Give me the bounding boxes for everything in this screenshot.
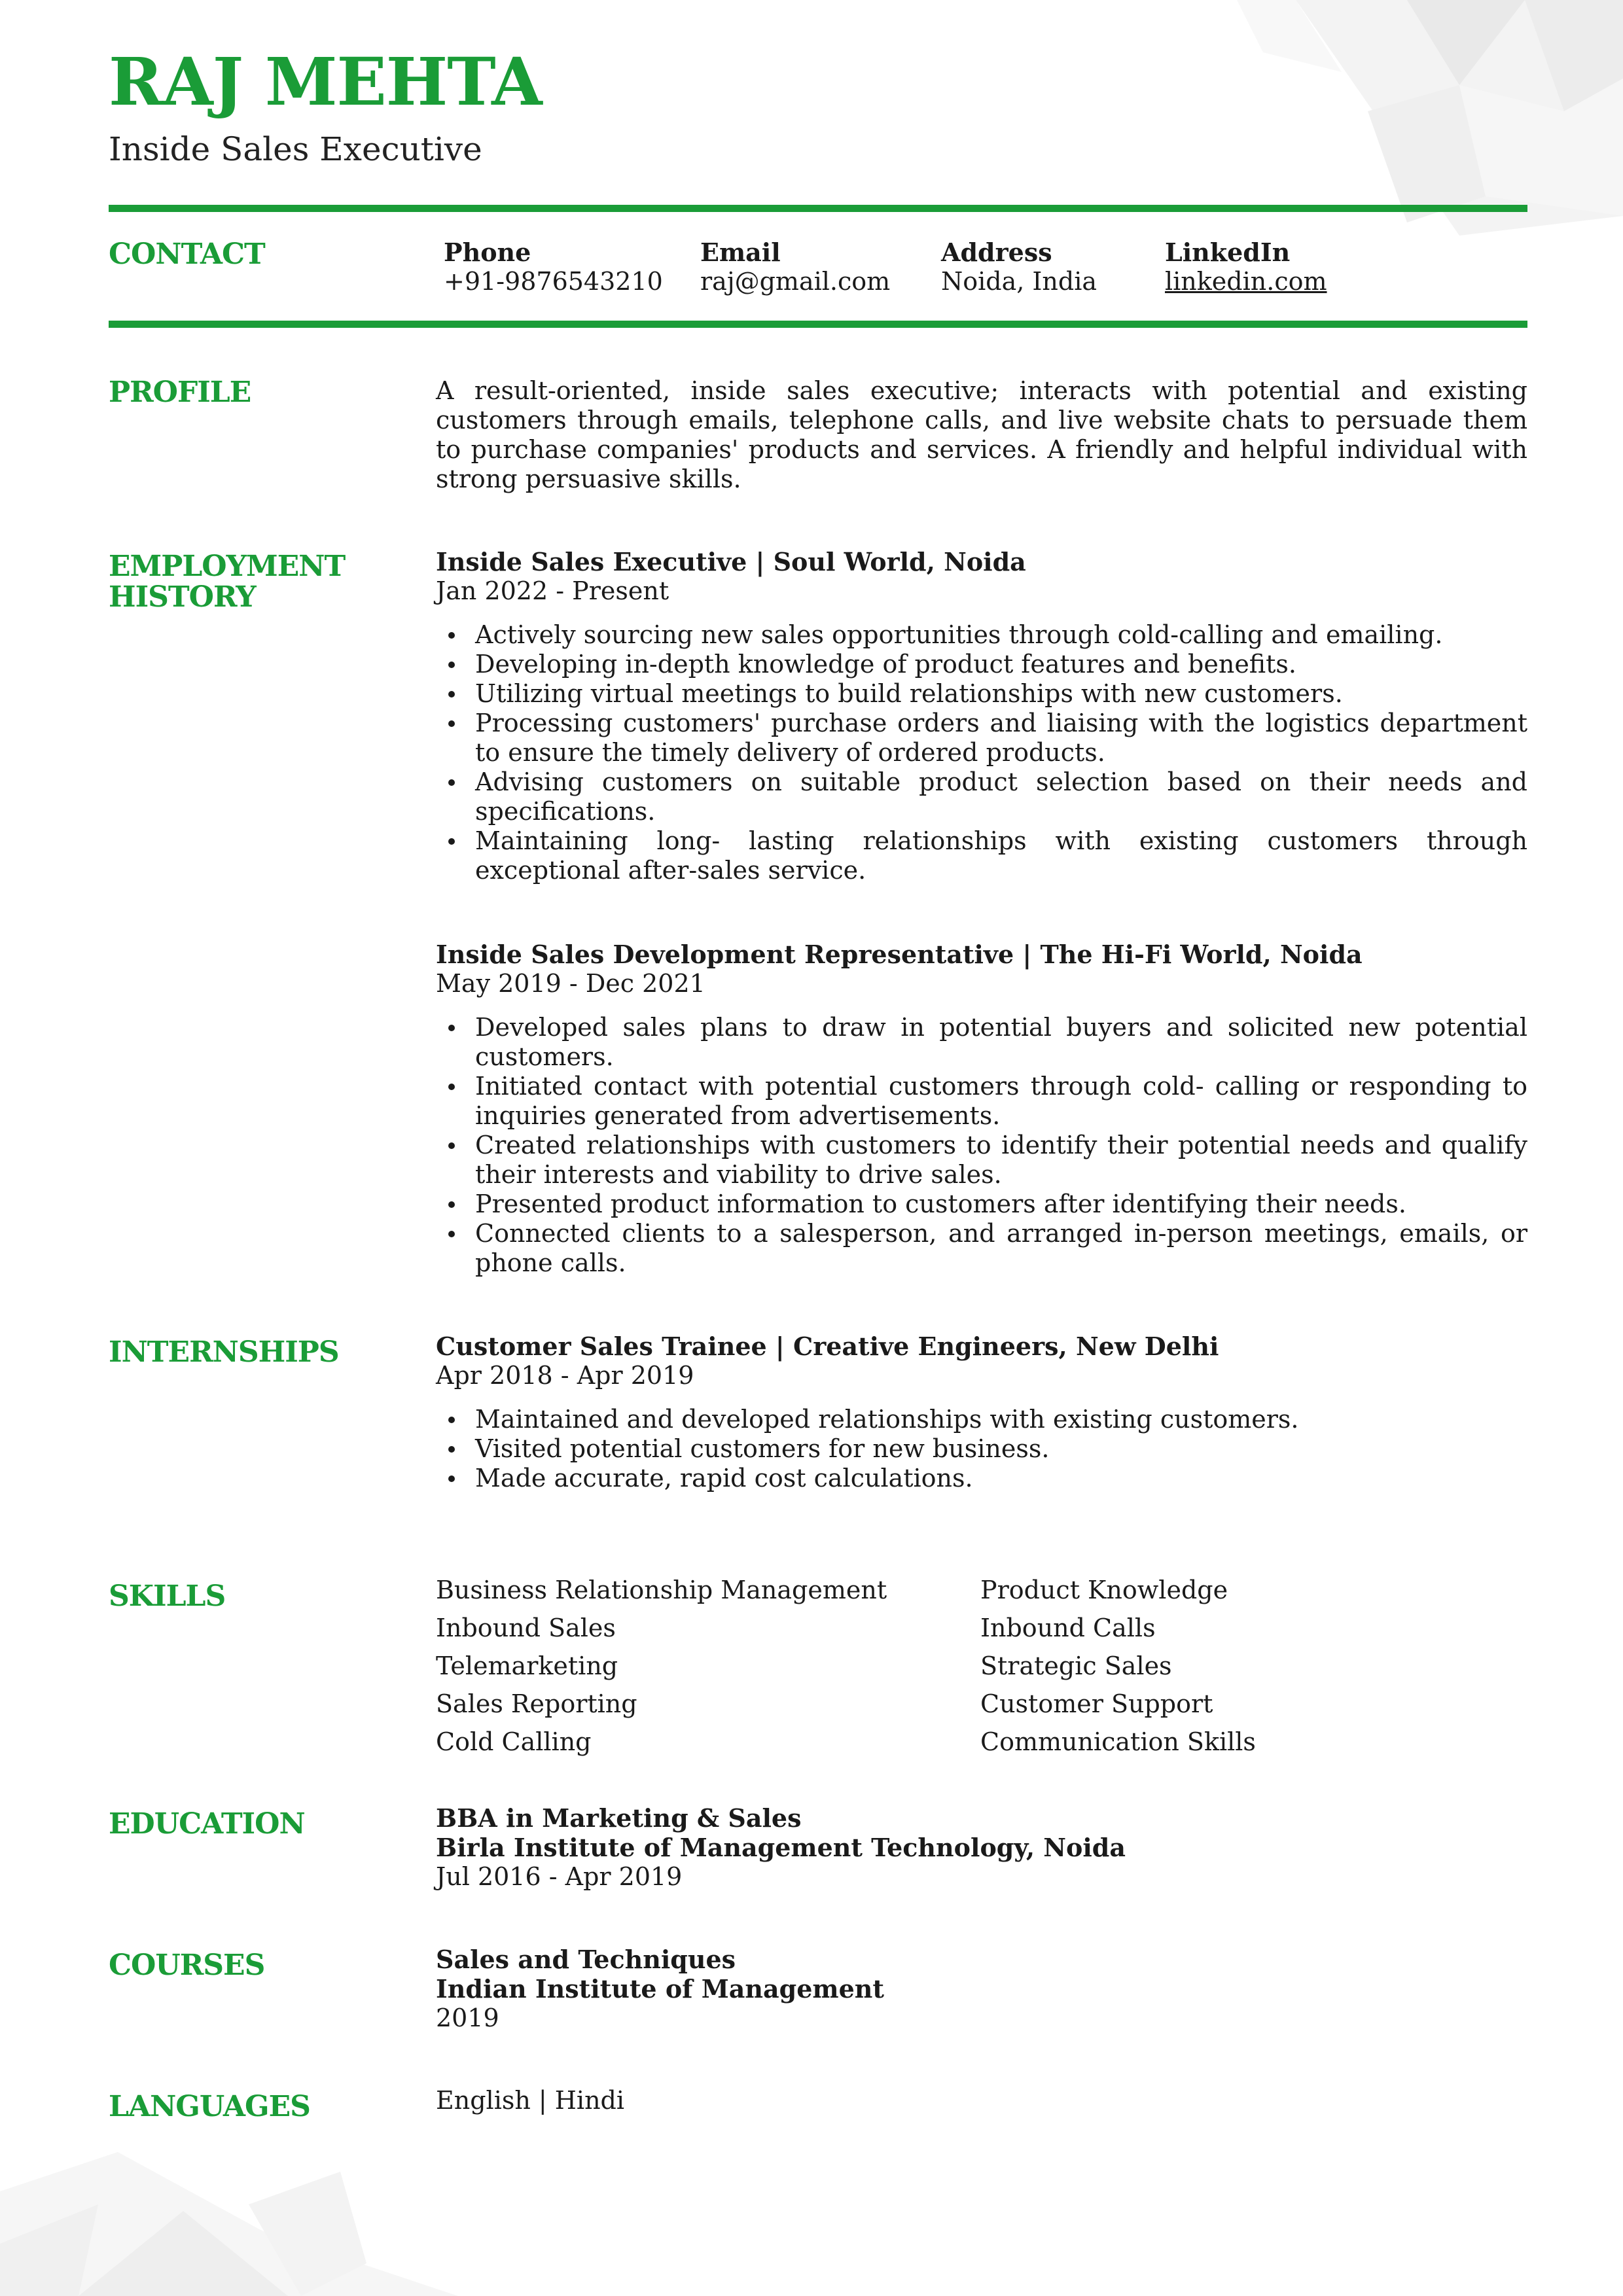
internship-entry	[436, 1332, 1527, 1493]
contact-phone	[444, 238, 663, 296]
bullet-item: Developing in-depth knowledge of product features and benefits.	[436, 650, 1527, 679]
header-divider-bottom	[109, 321, 1527, 328]
languages-text: English | Hindi	[436, 2086, 625, 2115]
contact-linkedin	[1165, 238, 1327, 296]
skills-grid	[436, 1576, 1527, 1757]
section-title-skills: SKILLS	[109, 1580, 226, 1613]
bullet-item: Advising customers on suitable product selection based on their needs and specifications.	[436, 768, 1527, 826]
skill-item: Customer Support	[980, 1689, 1213, 1718]
education-degree: BBA in Marketing & Sales	[436, 1803, 802, 1833]
bullet-item: Presented product information to customers after identifying their needs.	[436, 1190, 1527, 1219]
bullet-item: Developed sales plans to draw in potential buyers and solicited new potential customers.	[436, 1013, 1527, 1072]
bullet-item: Maintained and developed relationships with existing customers.	[436, 1405, 1527, 1434]
header-divider-top	[109, 205, 1527, 212]
bullet-item: Initiated contact with potential customers through cold- calling or responding to inquiries generated from advertisements.	[436, 1072, 1527, 1131]
bullet-item: Utilizing virtual meetings to build relationships with new customers.	[436, 679, 1527, 709]
section-title-profile: PROFILE	[109, 376, 251, 409]
bullet-item: Visited potential customers for new business.	[436, 1434, 1527, 1464]
contact-email	[700, 238, 890, 296]
skill-item: Business Relationship Management	[436, 1576, 887, 1604]
contact-address-label: Address	[941, 238, 1052, 267]
course-name: Sales and Techniques	[436, 1945, 736, 1974]
section-title-internships: INTERNSHIPS	[109, 1335, 339, 1369]
contact-email-value[interactable]: raj@gmail.com	[700, 267, 891, 296]
contact-address	[941, 238, 1097, 296]
background-pattern-top	[870, 0, 1623, 236]
employment-entry-bullets	[436, 1013, 1527, 1278]
skills-section	[436, 1576, 1527, 1757]
employment-entry-bullets	[436, 620, 1527, 885]
section-title-employment-line2: HISTORY	[109, 580, 256, 614]
contact-address-value: Noida, India	[941, 267, 1097, 296]
skill-item: Strategic Sales	[980, 1651, 1172, 1680]
course-year: 2019	[436, 2004, 499, 2032]
employment-entry-2	[436, 940, 1527, 1278]
course-institute: Indian Institute of Management	[436, 1974, 884, 2004]
employment-entry-date: May 2019 - Dec 2021	[436, 969, 705, 998]
skill-item: Inbound Sales	[436, 1614, 616, 1642]
employment-entry-title: Inside Sales Executive | Soul World, Noida	[436, 547, 1026, 576]
internship-entry-bullets	[436, 1405, 1527, 1493]
internship-entry-date: Apr 2018 - Apr 2019	[436, 1361, 694, 1390]
bullet-item: Processing customers' purchase orders and liaising with the logistics department to ensure the timely delivery of ordered products.	[436, 709, 1527, 768]
section-title-employment	[109, 551, 397, 612]
employment-entry-date: Jan 2022 - Present	[436, 576, 669, 605]
languages-section	[436, 2086, 1527, 2115]
education-date: Jul 2016 - Apr 2019	[436, 1862, 683, 1891]
section-title-education: EDUCATION	[109, 1807, 305, 1841]
bullet-item: Connected clients to a salesperson, and arranged in-person meetings, emails, or phone calls.	[436, 1219, 1527, 1278]
skill-item: Sales Reporting	[436, 1689, 637, 1718]
contact-linkedin-label: LinkedIn	[1165, 238, 1291, 267]
section-title-contact: CONTACT	[109, 238, 265, 271]
course-entry	[436, 1945, 1527, 2033]
skill-item: Telemarketing	[436, 1651, 618, 1680]
profile-text: A result-oriented, inside sales executive; interacts with potential and existing customers through emails, telephone calls, and live website chats to persuade them to purchase companies' products and services. A friendly and helpful individual with strong persuasive skills.	[436, 376, 1527, 493]
skill-item: Cold Calling	[436, 1727, 592, 1756]
bullet-item: Made accurate, rapid cost calculations.	[436, 1464, 1527, 1493]
profile-section	[436, 376, 1527, 494]
skill-item: Product Knowledge	[980, 1576, 1228, 1604]
contact-email-label: Email	[700, 238, 781, 267]
candidate-name: RAJ MEHTA	[109, 43, 542, 120]
skill-item: Communication Skills	[980, 1727, 1256, 1756]
internship-entry-title: Customer Sales Trainee | Creative Engineers, New Delhi	[436, 1332, 1219, 1361]
section-title-courses: COURSES	[109, 1949, 265, 1982]
education-school: Birla Institute of Management Technology, Noida	[436, 1833, 1126, 1862]
contact-linkedin-link[interactable]: linkedin.com	[1165, 267, 1327, 296]
employment-entry-1	[436, 547, 1527, 885]
bullet-item: Maintaining long- lasting relationships with existing customers through exceptional after-sales service.	[436, 826, 1527, 885]
bullet-item: Actively sourcing new sales opportunities through cold-calling and emailing.	[436, 620, 1527, 650]
skill-item: Inbound Calls	[980, 1614, 1156, 1642]
employment-entry-title: Inside Sales Development Representative | The Hi-Fi World, Noida	[436, 940, 1363, 969]
candidate-job-title: Inside Sales Executive	[109, 130, 482, 168]
section-title-languages: LANGUAGES	[109, 2090, 310, 2123]
contact-phone-value: +91-9876543210	[444, 267, 663, 296]
education-entry	[436, 1803, 1527, 1892]
section-title-employment-line1: EMPLOYMENT	[109, 550, 346, 583]
bullet-item: Created relationships with customers to identify their potential needs and qualify their interests and viability to drive sales.	[436, 1131, 1527, 1190]
contact-phone-label: Phone	[444, 238, 531, 267]
background-pattern-bottom	[0, 2113, 458, 2296]
